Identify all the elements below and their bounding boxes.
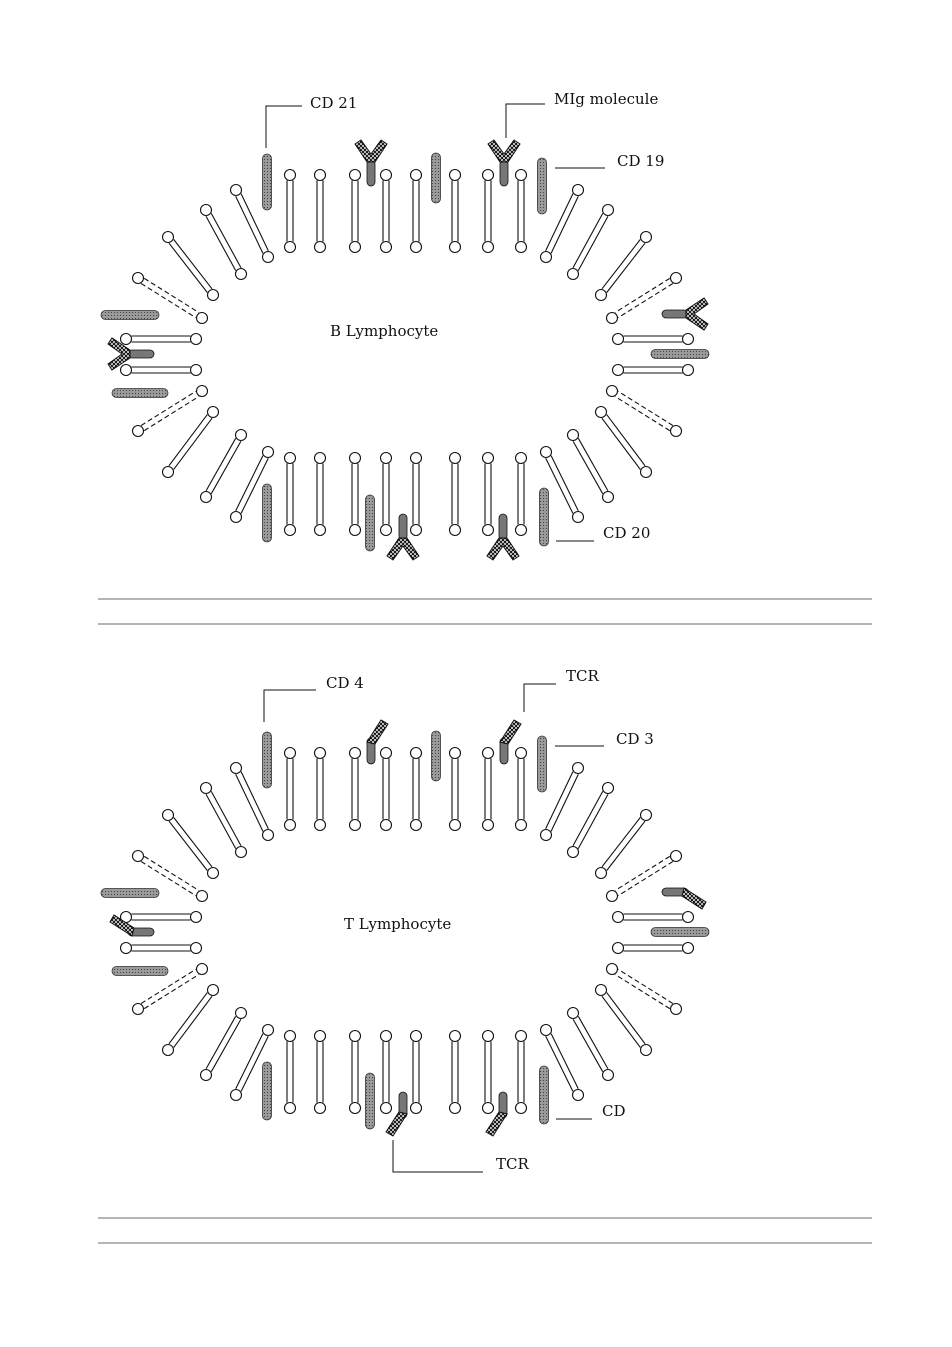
tcr-top-callout <box>524 667 599 712</box>
cd20-callout <box>556 524 650 542</box>
membrane-lipid <box>613 365 694 376</box>
mig-callout <box>506 90 658 138</box>
mig-label: MIg molecule <box>554 90 659 108</box>
membrane-lipid <box>483 748 494 831</box>
b-membrane-proteins <box>101 153 709 551</box>
membrane-protein <box>432 731 441 781</box>
membrane-lipid <box>285 453 296 536</box>
b-receptor-molecules <box>108 140 708 560</box>
membrane-lipid <box>568 430 614 503</box>
cd19-label: CD 19 <box>617 152 665 170</box>
membrane-lipid <box>483 453 494 536</box>
membrane-lipid <box>411 170 422 253</box>
mig-receptor <box>108 338 154 370</box>
membrane-lipid <box>483 1031 494 1114</box>
membrane-lipid <box>201 430 247 503</box>
membrane-protein <box>651 350 709 359</box>
membrane-protein <box>101 889 159 898</box>
membrane-protein <box>540 1066 549 1124</box>
membrane-protein <box>538 158 547 214</box>
membrane-lipid <box>541 185 584 263</box>
cd3-callout <box>555 730 654 748</box>
b-cell-label: B Lymphocyte <box>330 322 439 340</box>
membrane-lipid <box>121 943 202 954</box>
tcr-receptor <box>662 888 706 909</box>
membrane-lipid <box>516 1031 527 1114</box>
membrane-lipid <box>381 748 392 831</box>
t-lymphocyte-panel <box>101 667 709 1173</box>
tcr-bottom-callout <box>393 1140 529 1173</box>
membrane-lipid <box>596 810 652 879</box>
cd-bottom-callout <box>556 1102 626 1120</box>
membrane-lipid <box>121 334 202 345</box>
membrane-lipid <box>568 783 614 858</box>
mig-receptor <box>662 298 708 330</box>
membrane-lipid <box>285 748 296 831</box>
membrane-protein <box>263 732 272 788</box>
membrane-lipid <box>201 1008 247 1081</box>
membrane-lipid <box>516 453 527 536</box>
membrane-protein <box>432 153 441 203</box>
membrane-lipid <box>450 170 461 253</box>
membrane-lipid <box>350 748 361 831</box>
membrane-protein <box>651 928 709 937</box>
mig-receptor <box>487 514 519 560</box>
membrane-lipid <box>450 1031 461 1114</box>
membrane-lipid <box>315 1031 326 1114</box>
tcr-receptor <box>486 1092 507 1136</box>
membrane-lipid <box>568 205 614 280</box>
membrane-lipid <box>568 1008 614 1081</box>
membrane-protein <box>366 495 375 551</box>
cd20-label: CD 20 <box>603 524 651 542</box>
membrane-lipid <box>516 748 527 831</box>
membrane-lipid <box>411 453 422 536</box>
membrane-lipid <box>596 232 652 301</box>
membrane-protein <box>101 311 159 320</box>
membrane-lipid <box>163 232 219 301</box>
membrane-lipid <box>350 1031 361 1114</box>
membrane-lipid <box>121 365 202 376</box>
membrane-lipid <box>163 810 219 879</box>
membrane-protein <box>538 736 547 792</box>
membrane-lipid <box>411 1031 422 1114</box>
membrane-lipid <box>315 748 326 831</box>
cd3-label: CD 3 <box>616 730 654 748</box>
cd21-callout <box>266 94 357 148</box>
membrane-lipid <box>285 1031 296 1114</box>
membrane-protein <box>112 967 168 976</box>
membrane-lipid <box>596 407 652 478</box>
membrane-lipid <box>596 985 652 1056</box>
membrane-lipid <box>163 985 219 1056</box>
mig-receptor <box>387 514 419 560</box>
membrane-lipid <box>613 912 694 923</box>
membrane-lipid <box>613 943 694 954</box>
membrane-lipid <box>201 783 247 858</box>
b-membrane-lipids <box>121 170 694 536</box>
membrane-lipid <box>381 170 392 253</box>
t-cell-label: T Lymphocyte <box>344 915 452 933</box>
membrane-lipid <box>450 453 461 536</box>
membrane-lipid <box>411 748 422 831</box>
membrane-lipid <box>483 170 494 253</box>
membrane-lipid <box>163 407 219 478</box>
membrane-protein <box>263 154 272 210</box>
membrane-lipid <box>381 453 392 536</box>
b-lymphocyte-panel <box>101 90 709 560</box>
membrane-lipid <box>201 205 247 280</box>
membrane-protein <box>263 484 272 542</box>
membrane-lipid <box>613 334 694 345</box>
mig-receptor <box>488 140 520 186</box>
membrane-lipid <box>541 763 584 841</box>
membrane-protein <box>366 1073 375 1129</box>
membrane-protein <box>540 488 549 546</box>
tcr-receptor <box>110 915 154 936</box>
membrane-lipid <box>450 748 461 831</box>
membrane-lipid <box>121 912 202 923</box>
cd19-callout <box>555 152 664 170</box>
tcr-bottom-label: TCR <box>496 1155 529 1173</box>
membrane-lipid <box>350 170 361 253</box>
membrane-lipid <box>516 170 527 253</box>
cd4-label: CD 4 <box>326 674 364 692</box>
membrane-lipid <box>315 453 326 536</box>
cd21-label: CD 21 <box>310 94 358 112</box>
membrane-lipid <box>285 170 296 253</box>
membrane-protein <box>112 389 168 398</box>
membrane-lipid <box>350 453 361 536</box>
membrane-protein <box>263 1062 272 1120</box>
cd4-callout <box>264 674 364 722</box>
tcr-top-label: TCR <box>566 667 599 685</box>
cd-bottom-label: CD <box>602 1102 626 1120</box>
membrane-lipid <box>315 170 326 253</box>
membrane-lipid <box>381 1031 392 1114</box>
